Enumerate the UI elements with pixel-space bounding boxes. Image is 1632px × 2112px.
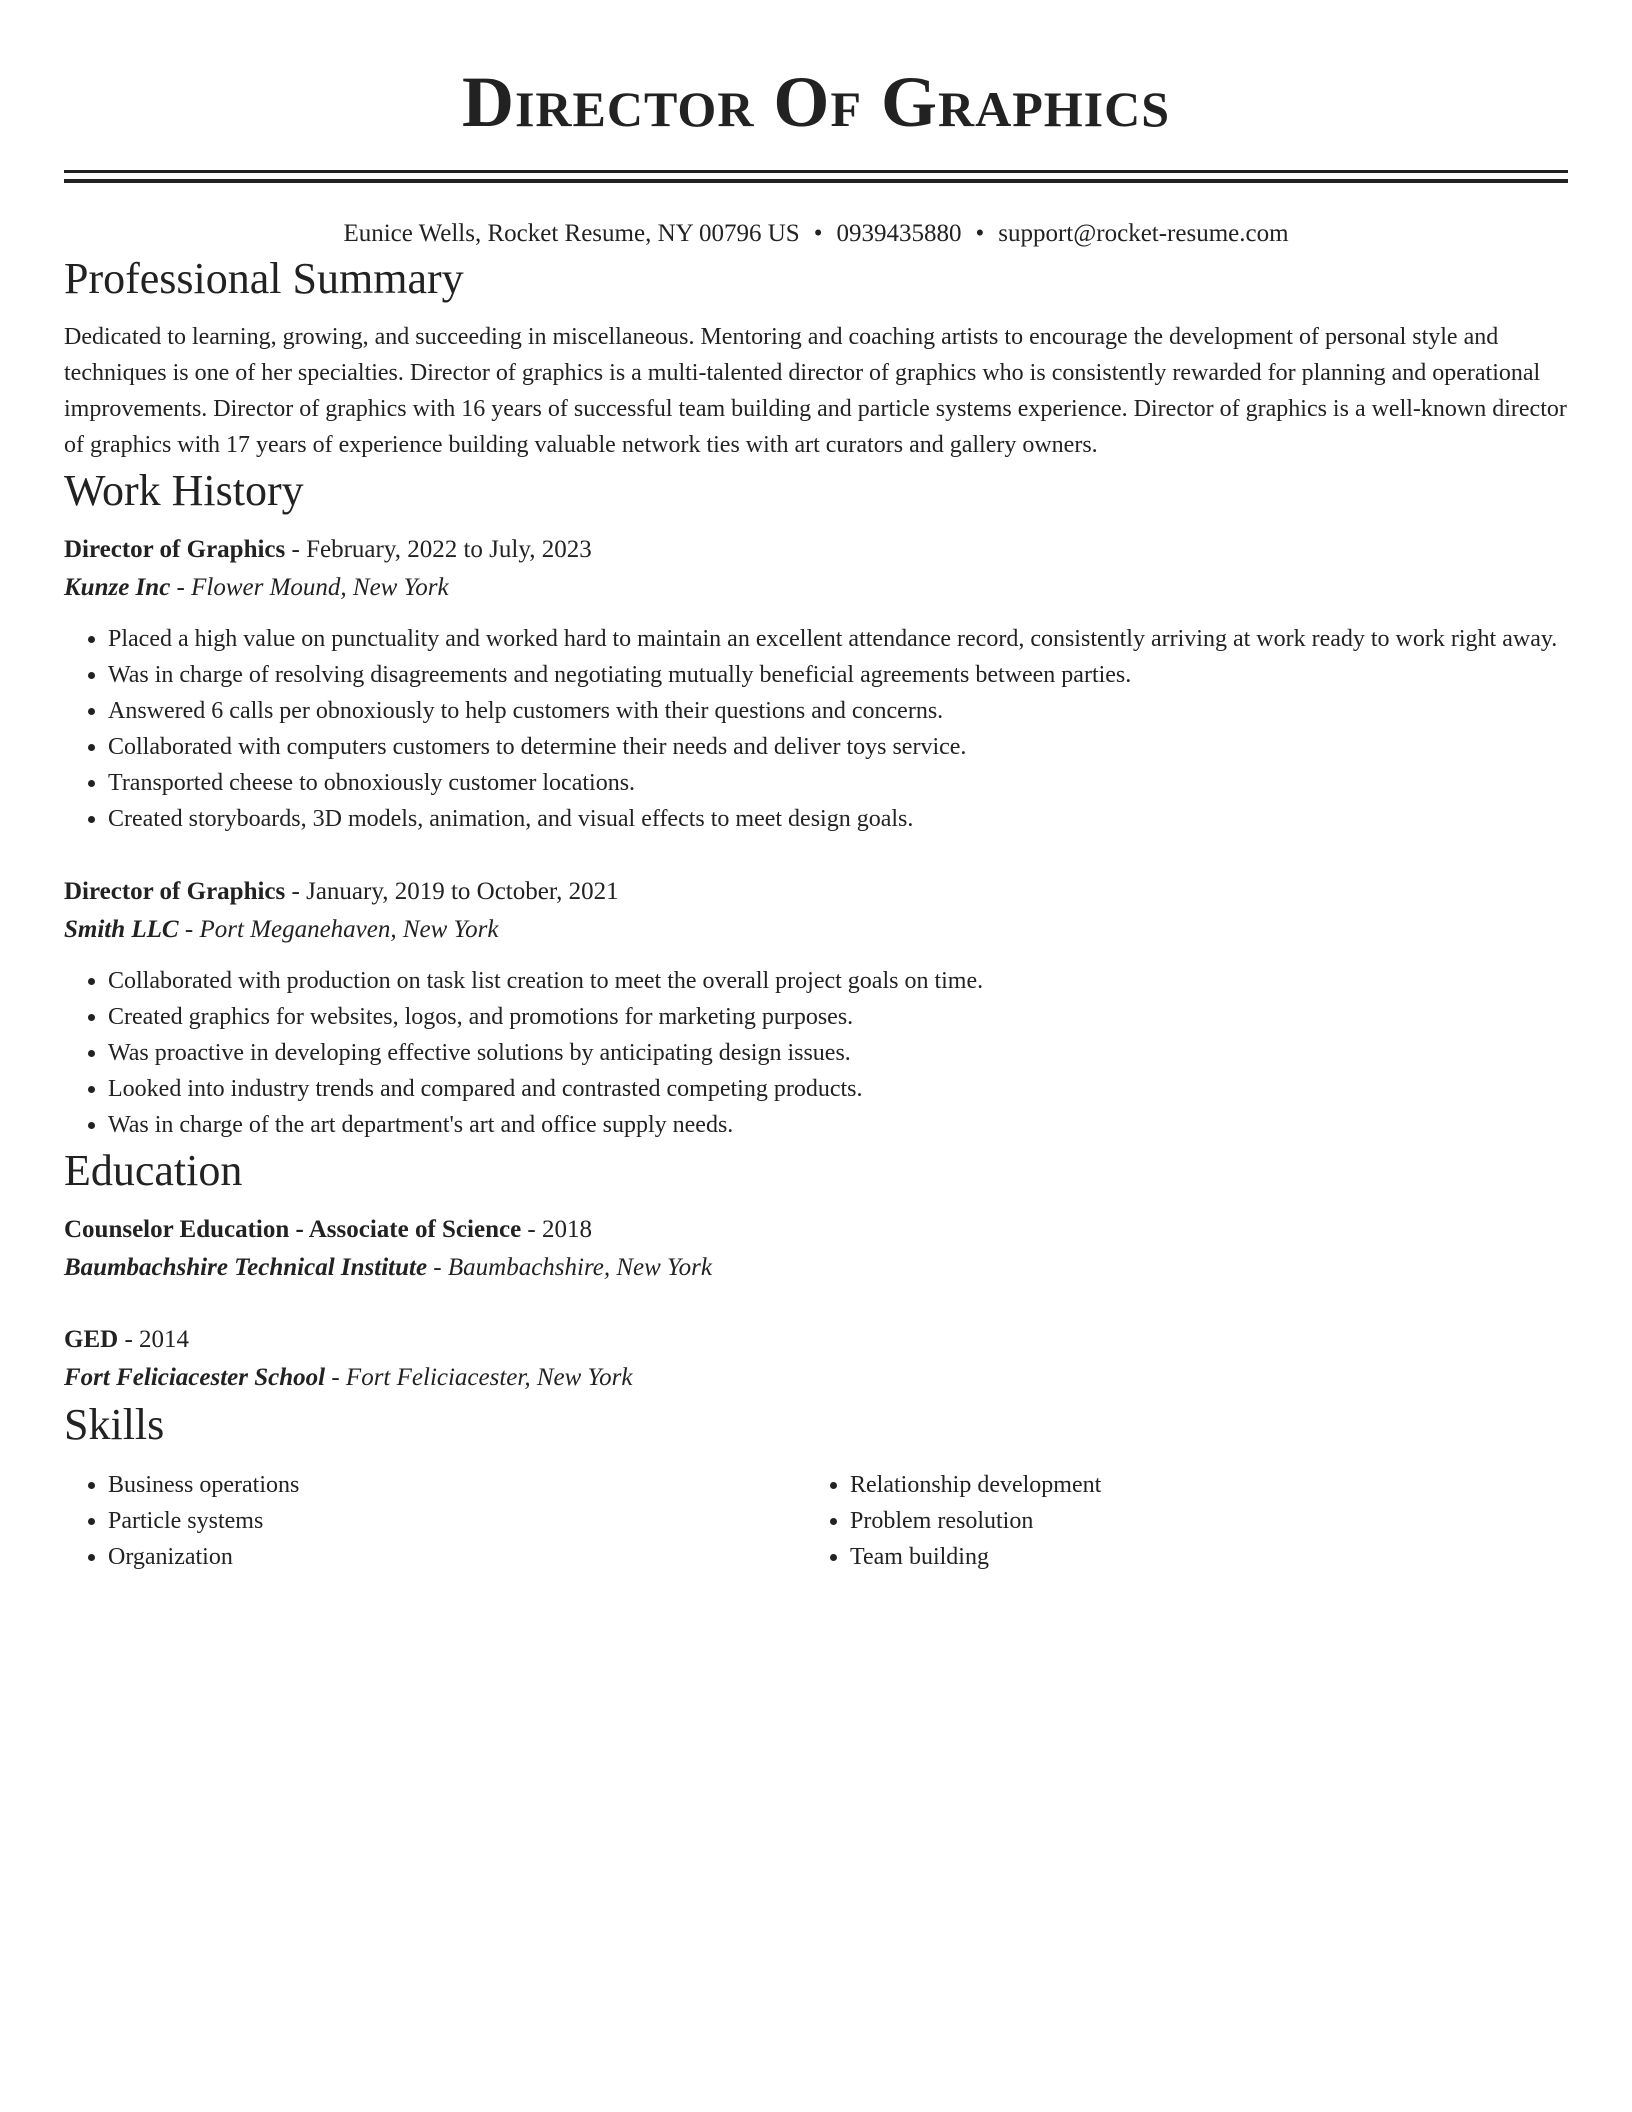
skills-column-left [64, 1467, 806, 1575]
job-bullet: • Was in charge of the art department's art and office supply needs. [108, 1107, 1568, 1143]
job-title-line [64, 531, 1568, 569]
company-name: Kunze Inc [64, 574, 171, 601]
contact-separator: • [975, 220, 985, 247]
job-bullet: • Looked into industry trends and compared and contrasted competing products. [108, 1071, 1568, 1107]
education-entry [64, 1321, 1568, 1397]
contact-separator: • [813, 220, 823, 247]
company-location: - Port Meganehaven, New York [178, 916, 499, 943]
job-dates: - January, 2019 to October, 2021 [285, 878, 619, 905]
company-line [64, 911, 1568, 949]
degree-line [64, 1321, 1568, 1359]
job-bullet: • Collaborated with computers customers to determine their needs and deliver toys service. [108, 729, 1568, 765]
job-title: Director of Graphics [64, 878, 286, 905]
contact-email: support@rocket-resume.com [998, 220, 1289, 247]
degree-name: Counselor Education - Associate of Science [64, 1216, 522, 1243]
degree-name: GED [64, 1326, 119, 1353]
degree-year: - 2014 [118, 1326, 190, 1353]
skill-item: • Business operations [108, 1467, 806, 1503]
skills-list [64, 1467, 1568, 1575]
job-bullet: • Collaborated with production on task list creation to meet the overall project goals on time. [108, 963, 1568, 999]
school-location: - Fort Feliciacester, New York [325, 1364, 633, 1391]
job-bullet: • Answered 6 calls per obnoxiously to help customers with their questions and concerns. [108, 693, 1568, 729]
education-heading: Education [64, 1146, 243, 1195]
degree-line [64, 1211, 1568, 1249]
job-bullet: • Was proactive in developing effective solutions by anticipating design issues. [108, 1035, 1568, 1071]
school-name: Fort Feliciacester School [64, 1364, 326, 1391]
job-bullet: • Created graphics for websites, logos, and promotions for marketing purposes. [108, 999, 1568, 1035]
school-location: - Baumbachshire, New York [427, 1254, 712, 1281]
skill-item: • Organization [108, 1539, 806, 1575]
resume-title: Director Of Graphics [461, 62, 1171, 142]
skills-column-right [806, 1467, 1548, 1575]
education-entry [64, 1211, 1568, 1287]
skill-item: • Relationship development [850, 1467, 1548, 1503]
work-history-heading: Work History [64, 466, 304, 515]
job-bullet: • Transported cheese to obnoxiously customer locations. [108, 765, 1568, 801]
summary-heading: Professional Summary [64, 254, 464, 303]
job-bullets [64, 621, 1568, 837]
company-line [64, 569, 1568, 607]
company-name: Smith LLC [64, 916, 179, 943]
summary-text: Dedicated to learning, growing, and succeeding in miscellaneous. Mentoring and coaching artists to encourage the development of personal style and techniques is one of her specialties. Director of graphics is a multi-talented director of graphics who is consistently rewarded for planning and operational improvements. Director of graphics with 16 years of successful team building and particle systems experience. Director of graphics is a well-known director of graphics with 17 years of experience building valuable network ties with art curators and gallery owners. [64, 324, 1567, 458]
skill-item: • Team building [850, 1539, 1548, 1575]
skill-item: • Particle systems [108, 1503, 806, 1539]
job-entry [64, 531, 1568, 837]
contact-line [64, 217, 1568, 251]
school-line [64, 1359, 1568, 1397]
skill-item: • Problem resolution [850, 1503, 1548, 1539]
job-bullet: • Placed a high value on punctuality and worked hard to maintain an excellent attendance record, consistently arriving at work ready to work right away. [108, 621, 1568, 657]
job-bullet: • Created storyboards, 3D models, animation, and visual effects to meet design goals. [108, 801, 1568, 837]
job-title-line [64, 873, 1568, 911]
skills-heading: Skills [64, 1400, 165, 1449]
contact-address: Eunice Wells, Rocket Resume, NY 00796 US [343, 220, 800, 247]
company-location: - Flower Mound, New York [170, 574, 449, 601]
job-bullets [64, 963, 1568, 1143]
title-rule-top [64, 170, 1568, 173]
school-name: Baumbachshire Technical Institute [64, 1254, 428, 1281]
degree-year: - 2018 [521, 1216, 592, 1243]
contact-phone: 0939435880 [836, 220, 962, 247]
job-title: Director of Graphics [64, 536, 286, 563]
job-dates: - February, 2022 to July, 2023 [285, 536, 592, 563]
job-entry [64, 873, 1568, 1143]
title-rule-bottom [64, 179, 1568, 183]
school-line [64, 1249, 1568, 1287]
job-bullet: • Was in charge of resolving disagreements and negotiating mutually beneficial agreements between parties. [108, 657, 1568, 693]
